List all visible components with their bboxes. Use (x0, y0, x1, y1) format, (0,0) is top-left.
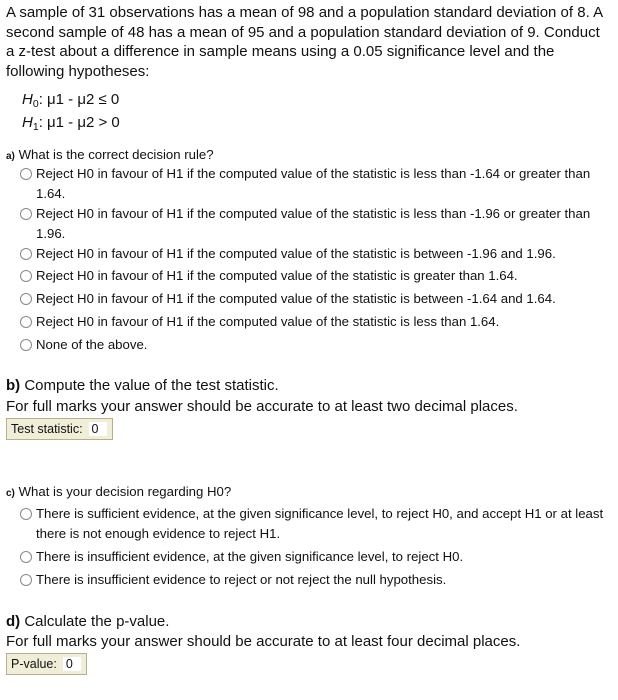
test-statistic-input[interactable]: 0 (89, 422, 107, 436)
part-d-note: For full marks your answer should be accurate to at least four decimal places. (6, 633, 521, 650)
part-d-question: d) Calculate the p-value. (6, 613, 170, 630)
part-c-question: c) What is your decision regarding H0? (6, 484, 232, 499)
h0-expression: : μ1 - μ2 ≤ 0 (38, 91, 120, 108)
radio-button[interactable] (20, 208, 32, 220)
part-c-option-1[interactable]: There is sufficient evidence, at the given significance level, to reject H0, and accept H1 or at least there is not enough evidence to reject H1. (20, 504, 610, 544)
test-statistic-label: Test statistic: (11, 422, 83, 436)
part-a-option-3[interactable]: Reject H0 in favour of H1 if the computed value of the statistic is between -1.96 and 1.96. (20, 244, 615, 264)
part-a-option-4[interactable]: Reject H0 in favour of H1 if the computed value of the statistic is greater than 1.64. (20, 266, 615, 286)
part-b-question: b) Compute the value of the test statistic. (6, 377, 279, 394)
radio-button[interactable] (20, 248, 32, 260)
part-a-option-7[interactable]: None of the above. (20, 335, 615, 355)
h0-symbol: H (22, 91, 33, 108)
part-b-note: For full marks your answer should be accurate to at least two decimal places. (6, 398, 518, 415)
part-c-option-3[interactable]: There is insufficient evidence to reject or not reject the null hypothesis. (20, 570, 610, 590)
radio-button[interactable] (20, 316, 32, 328)
radio-button[interactable] (20, 551, 32, 563)
part-a-option-5[interactable]: Reject H0 in favour of H1 if the computed value of the statistic is between -1.64 and 1.64. (20, 289, 615, 309)
part-d-letter: d) (6, 613, 21, 630)
problem-statement: A sample of 31 observations has a mean of 98 and a population standard deviation of 8. A second sample of 48 has a mean of 95 and a population standard deviation of 9. Conduct a z-test about a difference in sample means using a 0.05 significance level and the following hypotheses: (6, 4, 603, 80)
alternative-hypothesis: $H_1$: μ1 - μ2 > 0 (22, 114, 120, 133)
p-value-field[interactable] (6, 653, 87, 675)
h1-expression: : μ1 - μ2 > 0 (38, 114, 120, 131)
radio-button[interactable] (20, 168, 32, 180)
p-value-label: P-value: (11, 657, 57, 671)
test-statistic-field[interactable] (6, 418, 113, 440)
part-a-letter: a) (6, 151, 15, 162)
radio-button[interactable] (20, 574, 32, 586)
part-a-option-1[interactable]: Reject H0 in favour of H1 if the computed value of the statistic is less than -1.64 or greater than 1.64. (20, 164, 600, 204)
part-b-letter: b) (6, 377, 21, 394)
part-c-option-2[interactable]: There is insufficient evidence, at the given significance level, to reject H0. (20, 547, 610, 567)
part-c-letter: c) (6, 488, 15, 499)
part-a-option-2[interactable]: Reject H0 in favour of H1 if the computed value of the statistic is less than -1.96 or greater than 1.96. (20, 204, 600, 244)
part-a-option-6[interactable]: Reject H0 in favour of H1 if the computed value of the statistic is less than 1.64. (20, 312, 615, 332)
radio-button[interactable] (20, 270, 32, 282)
h1-symbol: H (22, 114, 33, 131)
p-value-input[interactable]: 0 (63, 657, 81, 671)
radio-button[interactable] (20, 339, 32, 351)
radio-button[interactable] (20, 508, 32, 520)
null-hypothesis: $H_0$: μ1 - μ2 ≤ 0 (22, 91, 120, 110)
radio-button[interactable] (20, 293, 32, 305)
part-a-question: a) What is the correct decision rule? (6, 147, 214, 162)
